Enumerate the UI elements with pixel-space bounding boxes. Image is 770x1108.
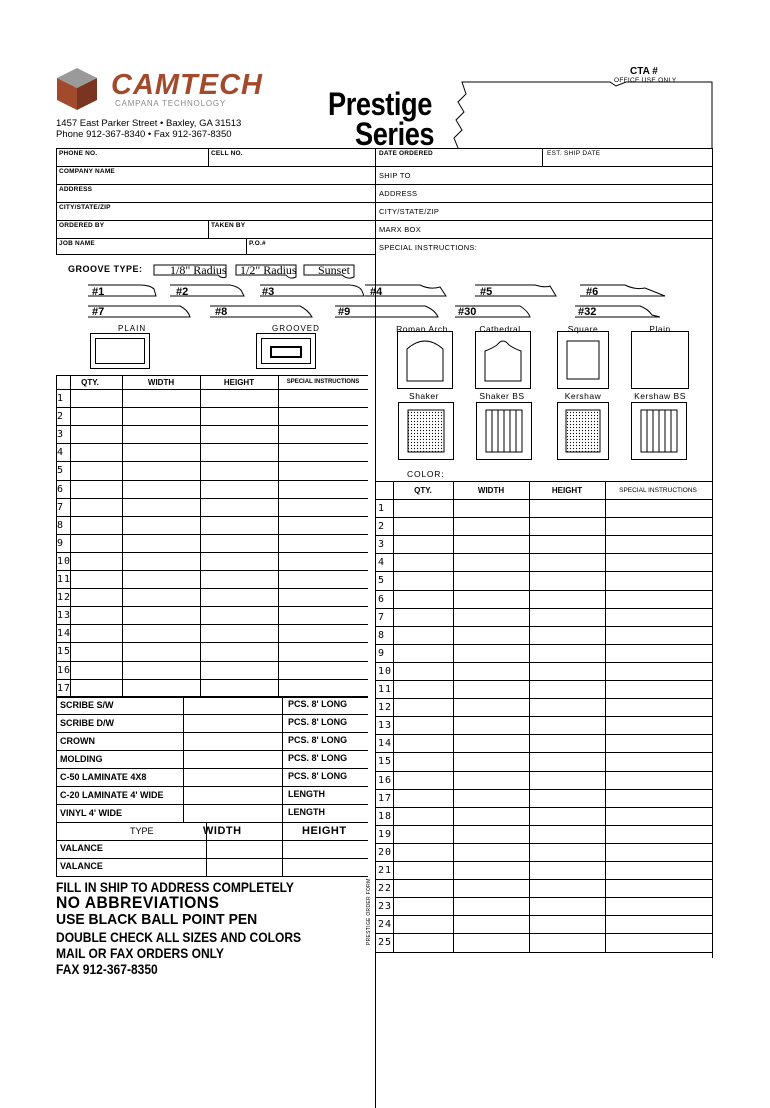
door-square-label: Square (567, 324, 599, 334)
right-row-number: 11 (378, 684, 393, 695)
accessory-qty-field[interactable] (184, 714, 281, 732)
profile-30[interactable]: #30 (458, 306, 477, 318)
right-row-number: 1 (378, 503, 386, 514)
panel-plain-option[interactable] (90, 333, 150, 369)
left-row-number: 10 (57, 555, 72, 567)
profile-9[interactable]: #9 (338, 306, 351, 318)
left-table-row[interactable] (70, 516, 368, 534)
door-kershaw-label: Kershaw (564, 391, 602, 401)
right-table-row[interactable] (393, 752, 713, 770)
right-qty-header: QTY. (414, 486, 432, 495)
left-table-row[interactable] (70, 480, 368, 498)
accessory-qty-field[interactable] (184, 732, 281, 750)
address-field[interactable]: ADDRESS (59, 186, 93, 193)
job-name-field[interactable]: JOB NAME (59, 240, 95, 247)
accessory-unit: LENGTH (288, 807, 325, 817)
left-row-number: 11 (57, 574, 72, 585)
door-shaker-bs-label: Shaker BS (479, 391, 525, 401)
right-row-number: 9 (378, 647, 386, 659)
left-row-number: 16 (57, 664, 72, 676)
left-row-number: 1 (57, 393, 65, 404)
door-square-option[interactable] (557, 331, 609, 389)
groove-option-label: 1/2" Radius (240, 263, 297, 277)
left-table-row[interactable] (70, 661, 368, 679)
right-row-number: 8 (378, 629, 386, 641)
groove-option-1-2-radius[interactable] (234, 264, 298, 280)
profile-4[interactable]: #4 (370, 286, 383, 298)
footer-line-6: FAX 912-367-8350 (56, 961, 158, 977)
footer-line-5: MAIL OR FAX ORDERS ONLY (56, 945, 224, 961)
door-shaker-option[interactable] (398, 402, 454, 460)
right-width-header: WIDTH (477, 486, 505, 495)
valance-row-2[interactable]: VALANCE (60, 861, 103, 871)
panel-grooved-option[interactable] (256, 333, 316, 369)
right-row-number: 17 (378, 792, 393, 804)
right-table-row[interactable] (393, 644, 713, 662)
date-ordered-field[interactable]: DATE ORDERED (379, 150, 433, 157)
ship-to-field[interactable]: SHIP TO (379, 171, 411, 180)
right-table-row[interactable] (393, 843, 713, 861)
company-name-field[interactable]: COMPANY NAME (59, 168, 115, 175)
ship-address-field[interactable]: ADDRESS (379, 189, 418, 198)
door-cathedral-option[interactable] (475, 331, 531, 389)
right-table-row[interactable] (393, 897, 713, 915)
groove-option-label: 1/8" Radius (170, 263, 227, 277)
right-row-number: 19 (378, 828, 393, 840)
office-use-label: OFFICE USE ONLY (614, 77, 677, 84)
accessory-qty-field[interactable] (184, 804, 281, 822)
profile-8[interactable]: #8 (215, 306, 228, 318)
left-table-row[interactable] (70, 407, 368, 425)
special-instructions-field[interactable]: SPECIAL INSTRUCTIONS: (379, 243, 478, 252)
right-table-row[interactable] (393, 734, 713, 752)
right-row-number: 6 (378, 593, 386, 605)
accessory-name: C-20 LAMINATE 4' WIDE (60, 790, 164, 800)
door-kershaw-bs-option[interactable] (631, 402, 687, 460)
phone-field[interactable]: PHONE NO. (59, 150, 98, 157)
left-table-row[interactable] (70, 534, 368, 552)
profile-5[interactable]: #5 (480, 286, 493, 298)
right-row-number: 10 (378, 665, 393, 677)
door-kershaw-bs-label: Kershaw BS (634, 391, 686, 401)
right-table-row[interactable] (393, 499, 713, 517)
right-row-number: 15 (378, 756, 393, 768)
door-shaker-bs-option[interactable] (476, 402, 532, 460)
company-address: 1457 East Parker Street • Baxley, GA 31513 (56, 118, 242, 129)
accessory-unit: PCS. 8' LONG (288, 735, 348, 745)
profile-2[interactable]: #2 (176, 286, 189, 298)
right-row-number: 7 (378, 611, 386, 623)
left-row-number: 15 (57, 646, 72, 658)
right-table-row[interactable] (393, 608, 713, 626)
left-table-row[interactable] (70, 498, 368, 516)
right-table-row[interactable] (393, 590, 713, 608)
valance-height-header: HEIGHT (302, 825, 347, 837)
left-row-number: 13 (57, 610, 72, 622)
door-kershaw-option[interactable] (557, 402, 609, 460)
left-row-number: 6 (57, 483, 65, 495)
left-row-number: 2 (57, 411, 65, 423)
left-row-number: 12 (57, 592, 72, 604)
cta-label: CTA # (630, 66, 658, 77)
brand-subtitle: CAMPANA TECHNOLOGY (115, 99, 227, 108)
left-table-row[interactable] (70, 389, 368, 407)
color-label: COLOR: (407, 469, 445, 479)
right-table-row[interactable] (393, 807, 713, 825)
left-row-number: 17 (57, 682, 72, 694)
accessory-unit: PCS. 8' LONG (288, 717, 348, 727)
side-form-label: PRESTIGE ORDER FORM (366, 878, 372, 945)
right-row-number: 16 (378, 774, 393, 786)
right-table-row[interactable] (393, 861, 713, 879)
left-row-number: 4 (57, 447, 65, 459)
valance-width-header: WIDTH (203, 825, 242, 837)
left-table-row[interactable] (70, 642, 368, 660)
right-table-row[interactable] (393, 680, 713, 698)
accessory-name: SCRIBE S/W (60, 700, 114, 710)
accessory-qty-field[interactable] (184, 696, 281, 714)
door-plain-label: Plain (649, 324, 671, 334)
cell-field[interactable]: CELL NO. (211, 150, 243, 157)
right-table-row[interactable] (393, 789, 713, 807)
profile-7[interactable]: #7 (92, 306, 105, 318)
left-table-row[interactable] (70, 679, 368, 697)
color-field[interactable] (450, 468, 705, 482)
cta-box-outline (450, 76, 720, 150)
door-roman-arch-option[interactable] (397, 331, 453, 389)
ordered-by-field[interactable]: ORDERED BY (59, 222, 105, 229)
accessory-qty-field[interactable] (184, 786, 281, 804)
right-table-row[interactable] (393, 571, 713, 589)
door-shaker-label: Shaker (409, 391, 439, 401)
right-table-row[interactable] (393, 771, 713, 789)
left-row-number: 14 (57, 628, 72, 640)
est-ship-date-field[interactable]: EST. SHIP DATE (547, 150, 601, 157)
groove-option-sunset[interactable] (302, 264, 356, 280)
city-state-zip-field[interactable]: CITY/STATE/ZIP (59, 204, 111, 211)
right-row-number: 5 (378, 575, 386, 587)
cube-logo-icon (55, 66, 99, 112)
form-title-line1: Prestige (328, 86, 432, 122)
left-qty-header: QTY. (81, 378, 99, 387)
right-row-number: 22 (378, 883, 393, 895)
accessory-unit: LENGTH (288, 789, 325, 799)
accessory-qty-field[interactable] (184, 768, 281, 786)
valance-type-header: TYPE (130, 826, 154, 836)
right-table-row[interactable] (393, 535, 713, 553)
footer-line-2: NO ABBREVIATIONS (56, 894, 220, 912)
left-row-number: 9 (57, 537, 65, 549)
company-phone: Phone 912-367-8340 • Fax 912-367-8350 (56, 129, 232, 140)
right-table-row[interactable] (393, 662, 713, 680)
left-row-number: 5 (57, 465, 65, 477)
accessory-unit: PCS. 8' LONG (288, 753, 348, 763)
groove-option-label: Sunset (318, 263, 351, 277)
customer-info-block (56, 148, 375, 254)
right-table-row[interactable] (393, 517, 713, 535)
door-roman-arch-label: Roman Arch (396, 324, 448, 334)
accessory-unit: PCS. 8' LONG (288, 699, 348, 709)
footer-line-3: USE BLACK BALL POINT PEN (56, 911, 258, 928)
left-table-row[interactable] (70, 588, 368, 606)
profile-1[interactable]: #1 (92, 286, 105, 298)
left-height-header: HEIGHT (223, 378, 255, 387)
left-width-header: WIDTH (147, 378, 175, 387)
right-row-number: 12 (378, 702, 393, 714)
right-row-number: 4 (378, 557, 386, 569)
right-row-number: 2 (378, 521, 386, 533)
accessory-unit: PCS. 8' LONG (288, 771, 348, 781)
right-row-number: 23 (378, 901, 393, 913)
ship-info-block (375, 148, 713, 276)
right-table-row[interactable] (393, 626, 713, 644)
right-table-row[interactable] (393, 879, 713, 897)
right-table-row[interactable] (393, 825, 713, 843)
right-row-number: 14 (378, 738, 393, 750)
form-title-line2: Series (355, 116, 435, 152)
left-table-row[interactable] (70, 606, 368, 624)
left-table-row[interactable] (70, 461, 368, 479)
right-row-number: 21 (378, 865, 393, 876)
left-row-number: 8 (57, 519, 65, 531)
po-field[interactable]: P.O.# (249, 240, 266, 247)
left-row-number: 3 (57, 429, 65, 441)
company-logo (55, 66, 295, 114)
accessory-name: VINYL 4' WIDE (60, 808, 122, 818)
right-table-row[interactable] (393, 915, 713, 933)
accessory-qty-field[interactable] (184, 750, 281, 768)
taken-by-field[interactable]: TAKEN BY (211, 222, 246, 229)
left-special-header: SPECIAL INSTRUCTIONS (286, 379, 360, 385)
left-row-number: 7 (57, 501, 65, 513)
left-table-row[interactable] (70, 443, 368, 461)
profile-32[interactable]: #32 (578, 306, 597, 318)
left-table-row[interactable] (70, 624, 368, 642)
right-table-row[interactable] (393, 698, 713, 716)
right-special-header: SPECIAL INSTRUCTIONS (619, 487, 697, 494)
accessory-name: C-50 LAMINATE 4X8 (60, 772, 147, 782)
right-row-number: 18 (378, 810, 393, 822)
panel-plain-label: PLAIN (118, 324, 147, 333)
right-table-row[interactable] (393, 553, 713, 571)
marx-box-field[interactable]: MARX BOX (379, 225, 421, 234)
left-table-row[interactable] (70, 425, 368, 443)
left-table-row[interactable] (70, 570, 368, 588)
right-row-number: 20 (378, 846, 393, 858)
right-table-row[interactable] (393, 716, 713, 734)
groove-type-label: GROOVE TYPE: (68, 264, 143, 274)
ship-city-state-zip-field[interactable]: CITY/STATE/ZIP (379, 207, 440, 216)
accessory-name: SCRIBE D/W (60, 718, 114, 728)
left-table-row[interactable] (70, 552, 368, 570)
brand-name: CAMTECH (111, 69, 263, 101)
valance-row-1[interactable]: VALANCE (60, 843, 103, 853)
right-row-number: 24 (378, 919, 393, 931)
profile-3[interactable]: #3 (262, 286, 275, 298)
right-table-row[interactable] (393, 933, 713, 951)
right-height-header: HEIGHT (551, 486, 583, 495)
panel-grooved-label: GROOVED (272, 324, 320, 333)
accessory-name: MOLDING (60, 754, 103, 764)
profile-6[interactable]: #6 (586, 286, 599, 298)
footer-line-1: FILL IN SHIP TO ADDRESS COMPLETELY (56, 879, 294, 895)
footer-line-4: DOUBLE CHECK ALL SIZES AND COLORS (56, 929, 302, 945)
groove-option-1-8-radius[interactable] (152, 264, 228, 280)
right-row-number: 13 (378, 720, 393, 732)
right-row-number: 3 (378, 539, 386, 551)
accessory-name: CROWN (60, 736, 95, 746)
door-plain-option[interactable] (631, 331, 689, 389)
door-cathedral-label: Cathedral (479, 324, 521, 334)
right-row-number: 25 (378, 937, 393, 949)
